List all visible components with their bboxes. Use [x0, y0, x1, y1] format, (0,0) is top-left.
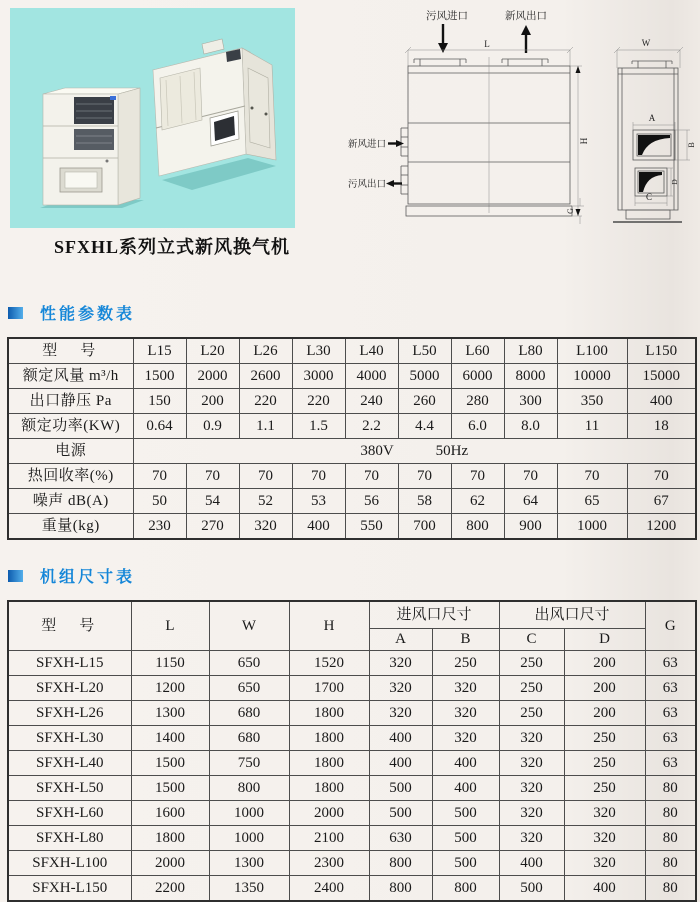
cell: 63	[645, 701, 696, 726]
left-arrow-icon	[386, 180, 394, 187]
cell: 400	[432, 751, 499, 776]
performance-table	[7, 337, 697, 540]
column-header: H	[289, 601, 369, 651]
right-arrow-icon	[396, 140, 404, 147]
cell: 1350	[209, 876, 289, 902]
cell: 500	[369, 776, 432, 801]
cell: 630	[369, 826, 432, 851]
model-name: SFXH-L26	[8, 701, 131, 726]
column-header: A	[369, 629, 432, 651]
cell: 250	[499, 701, 564, 726]
cell: 1.5	[292, 414, 345, 439]
row-label: 出口静压 Pa	[8, 389, 133, 414]
column-header: L50	[398, 338, 451, 364]
cell: 80	[645, 826, 696, 851]
cell: 63	[645, 651, 696, 676]
cell: 400	[432, 776, 499, 801]
dim-L-label: L	[484, 39, 490, 49]
cell: 320	[564, 826, 645, 851]
cell: 10000	[557, 364, 627, 389]
column-header: W	[209, 601, 289, 651]
cell: 680	[209, 726, 289, 751]
column-header: L15	[133, 338, 186, 364]
table-row	[8, 651, 696, 676]
dim-C-label: C	[645, 192, 653, 202]
cell: 320	[499, 776, 564, 801]
cell: 800	[432, 876, 499, 902]
cell: 400	[564, 876, 645, 902]
column-group-header: 出风口尺寸	[499, 601, 645, 629]
cell: 320	[369, 701, 432, 726]
row-label: 额定功率(KW)	[8, 414, 133, 439]
cell: 250	[499, 676, 564, 701]
cell: 80	[645, 851, 696, 876]
cell: 5000	[398, 364, 451, 389]
model-name: SFXH-L80	[8, 826, 131, 851]
cell: 1800	[289, 776, 369, 801]
cell: 240	[345, 389, 398, 414]
cell: 200	[564, 651, 645, 676]
power-supply-row	[8, 439, 696, 464]
model-name: SFXH-L15	[8, 651, 131, 676]
cell: 70	[557, 464, 627, 489]
section-performance	[8, 301, 135, 324]
column-header: L30	[292, 338, 345, 364]
cell: 2200	[131, 876, 209, 902]
dim-A-label: A	[648, 113, 656, 123]
cell: 80	[645, 876, 696, 902]
cell: 80	[645, 776, 696, 801]
cell: 260	[398, 389, 451, 414]
cell: 800	[451, 514, 504, 540]
cell: 54	[186, 489, 239, 514]
cell: 1800	[289, 751, 369, 776]
label-dirty-air-inlet: 污风进口	[426, 11, 468, 22]
cell: 70	[239, 464, 292, 489]
model-name: SFXH-L150	[8, 876, 131, 902]
cell: 650	[209, 676, 289, 701]
cell: 220	[239, 389, 292, 414]
louver-glyph	[639, 172, 662, 192]
cell: 80	[645, 801, 696, 826]
dim-G-label: G	[566, 208, 575, 214]
cell: 1500	[133, 364, 186, 389]
cell: 320	[432, 676, 499, 701]
cell: 250	[564, 726, 645, 751]
blue-square-bullet-icon	[8, 307, 23, 319]
label-fresh-air-inlet: 新风进口	[347, 140, 386, 150]
product-photo	[10, 8, 295, 228]
cell: 200	[186, 389, 239, 414]
cell: 500	[432, 801, 499, 826]
cell: 550	[345, 514, 398, 540]
cell: 6.0	[451, 414, 504, 439]
cell: 64	[504, 489, 557, 514]
cell: 800	[369, 876, 432, 902]
cell: 18	[627, 414, 696, 439]
cell: 1150	[131, 651, 209, 676]
cell: 1600	[131, 801, 209, 826]
cell: 220	[292, 389, 345, 414]
table-row	[8, 389, 696, 414]
column-header: L20	[186, 338, 239, 364]
cell: 1200	[627, 514, 696, 540]
cell: 230	[133, 514, 186, 540]
table-row	[8, 514, 696, 540]
cell: 320	[369, 651, 432, 676]
column-header: L	[131, 601, 209, 651]
cell: 900	[504, 514, 557, 540]
column-header: B	[432, 629, 499, 651]
cell: 270	[186, 514, 239, 540]
model-name: SFXH-L60	[8, 801, 131, 826]
cell: 70	[451, 464, 504, 489]
cell: 50	[133, 489, 186, 514]
cell: 63	[645, 751, 696, 776]
dim-H-label: H	[579, 137, 589, 145]
row-label: 额定风量 m³/h	[8, 364, 133, 389]
cell: 500	[499, 876, 564, 902]
label-dirty-air-outlet: 污风出口	[347, 180, 386, 190]
section-title: 机组尺寸表	[40, 569, 136, 586]
cell: 320	[564, 851, 645, 876]
column-header: L26	[239, 338, 292, 364]
cell: 1500	[131, 751, 209, 776]
cell: 70	[186, 464, 239, 489]
section-title: 性能参数表	[40, 306, 136, 323]
down-arrow-icon	[438, 43, 448, 53]
cell: 1000	[209, 826, 289, 851]
cell: 500	[432, 851, 499, 876]
column-header: G	[645, 601, 696, 651]
column-header: C	[499, 629, 564, 651]
table-header-row	[8, 601, 696, 629]
frequency-value: 50Hz	[435, 443, 469, 459]
cell: 2300	[289, 851, 369, 876]
row-label: 重量(kg)	[8, 514, 133, 540]
cell: 70	[133, 464, 186, 489]
cell: 67	[627, 489, 696, 514]
cell: 70	[398, 464, 451, 489]
cell: 70	[345, 464, 398, 489]
cell: 11	[557, 414, 627, 439]
cell: 250	[564, 751, 645, 776]
cell: 250	[564, 776, 645, 801]
table-row	[8, 851, 696, 876]
cell: 350	[557, 389, 627, 414]
table-row	[8, 464, 696, 489]
cell: 4.4	[398, 414, 451, 439]
row-label: 电源	[8, 439, 133, 464]
cell: 70	[292, 464, 345, 489]
column-header: L100	[557, 338, 627, 364]
cell: 52	[239, 489, 292, 514]
cell: 700	[398, 514, 451, 540]
cell: 56	[345, 489, 398, 514]
cell: 680	[209, 701, 289, 726]
dim-W-label: W	[641, 38, 651, 48]
cell: 1000	[209, 801, 289, 826]
cell: 800	[209, 776, 289, 801]
cell: 1300	[131, 701, 209, 726]
cell: 2000	[131, 851, 209, 876]
cell: 320	[499, 801, 564, 826]
up-arrow-icon	[521, 25, 531, 35]
cell: 320	[432, 701, 499, 726]
column-header: L40	[345, 338, 398, 364]
table-row	[8, 414, 696, 439]
column-header: 型 号	[8, 338, 133, 364]
row-label: 噪声 dB(A)	[8, 489, 133, 514]
table-row	[8, 751, 696, 776]
cell: 300	[504, 389, 557, 414]
cell: 250	[432, 651, 499, 676]
cell: 62	[451, 489, 504, 514]
cell: 1000	[557, 514, 627, 540]
cell: 2100	[289, 826, 369, 851]
cell: 65	[557, 489, 627, 514]
cell: 6000	[451, 364, 504, 389]
voltage-value: 380V	[360, 443, 394, 459]
louver-glyph	[638, 135, 670, 155]
table-row	[8, 826, 696, 851]
technical-drawing	[330, 0, 700, 232]
cell: 400	[292, 514, 345, 540]
cell: 750	[209, 751, 289, 776]
cell: 8000	[504, 364, 557, 389]
cell: 3000	[292, 364, 345, 389]
dimensions-table	[7, 600, 697, 902]
cell: 320	[564, 801, 645, 826]
table-header-row	[8, 338, 696, 364]
table-row	[8, 776, 696, 801]
cell: 8.0	[504, 414, 557, 439]
table-row	[8, 364, 696, 389]
cell: 320	[432, 726, 499, 751]
cell: 320	[369, 676, 432, 701]
cell: 2000	[186, 364, 239, 389]
cell: 320	[499, 726, 564, 751]
side-view-drawing	[613, 38, 696, 222]
cell: 58	[398, 489, 451, 514]
model-name: SFXH-L100	[8, 851, 131, 876]
cell: 1200	[131, 676, 209, 701]
cell: 500	[369, 801, 432, 826]
label-fresh-air-outlet: 新风出口	[505, 11, 547, 22]
cell: 63	[645, 676, 696, 701]
cell: 4000	[345, 364, 398, 389]
cell: 1300	[209, 851, 289, 876]
cell: 1800	[131, 826, 209, 851]
cell: 1520	[289, 651, 369, 676]
power-supply-value	[133, 439, 696, 464]
dim-D-label: D	[670, 179, 679, 185]
product-title: SFXHL系列立式新风换气机	[54, 237, 291, 257]
cell: 1.1	[239, 414, 292, 439]
cell: 320	[239, 514, 292, 540]
cell: 1500	[131, 776, 209, 801]
cell: 500	[432, 826, 499, 851]
cell: 15000	[627, 364, 696, 389]
cell: 63	[645, 726, 696, 751]
model-name: SFXH-L40	[8, 751, 131, 776]
cell: 400	[627, 389, 696, 414]
cell: 53	[292, 489, 345, 514]
column-header: L60	[451, 338, 504, 364]
cell: 1400	[131, 726, 209, 751]
blue-square-bullet-icon	[8, 570, 23, 582]
cell: 2400	[289, 876, 369, 902]
cell: 400	[499, 851, 564, 876]
cell: 200	[564, 676, 645, 701]
cell: 400	[369, 726, 432, 751]
cell: 320	[499, 826, 564, 851]
cell: 250	[499, 651, 564, 676]
column-header: D	[564, 629, 645, 651]
table-row	[8, 801, 696, 826]
column-group-header: 进风口尺寸	[369, 601, 499, 629]
row-label: 热回收率(%)	[8, 464, 133, 489]
cell: 280	[451, 389, 504, 414]
table-row	[8, 726, 696, 751]
table-row	[8, 489, 696, 514]
cell: 800	[369, 851, 432, 876]
cell: 400	[369, 751, 432, 776]
column-header: L80	[504, 338, 557, 364]
cell: 200	[564, 701, 645, 726]
column-header: L150	[627, 338, 696, 364]
cell: 1800	[289, 726, 369, 751]
cell: 1700	[289, 676, 369, 701]
cell: 70	[627, 464, 696, 489]
table-row	[8, 676, 696, 701]
cell: 0.9	[186, 414, 239, 439]
model-name: SFXH-L20	[8, 676, 131, 701]
cell: 150	[133, 389, 186, 414]
cell: 650	[209, 651, 289, 676]
cell: 2.2	[345, 414, 398, 439]
model-name: SFXH-L30	[8, 726, 131, 751]
cell: 320	[499, 751, 564, 776]
column-header: 型 号	[8, 601, 131, 651]
cell: 2000	[289, 801, 369, 826]
cell: 2600	[239, 364, 292, 389]
product-photo-art	[10, 8, 295, 228]
front-view-drawing	[348, 9, 589, 224]
table-row	[8, 876, 696, 902]
cell: 70	[504, 464, 557, 489]
table-row	[8, 701, 696, 726]
cell: 0.64	[133, 414, 186, 439]
section-dimensions	[8, 564, 135, 587]
cell: 1800	[289, 701, 369, 726]
model-name: SFXH-L50	[8, 776, 131, 801]
dim-B-label: B	[687, 142, 696, 148]
